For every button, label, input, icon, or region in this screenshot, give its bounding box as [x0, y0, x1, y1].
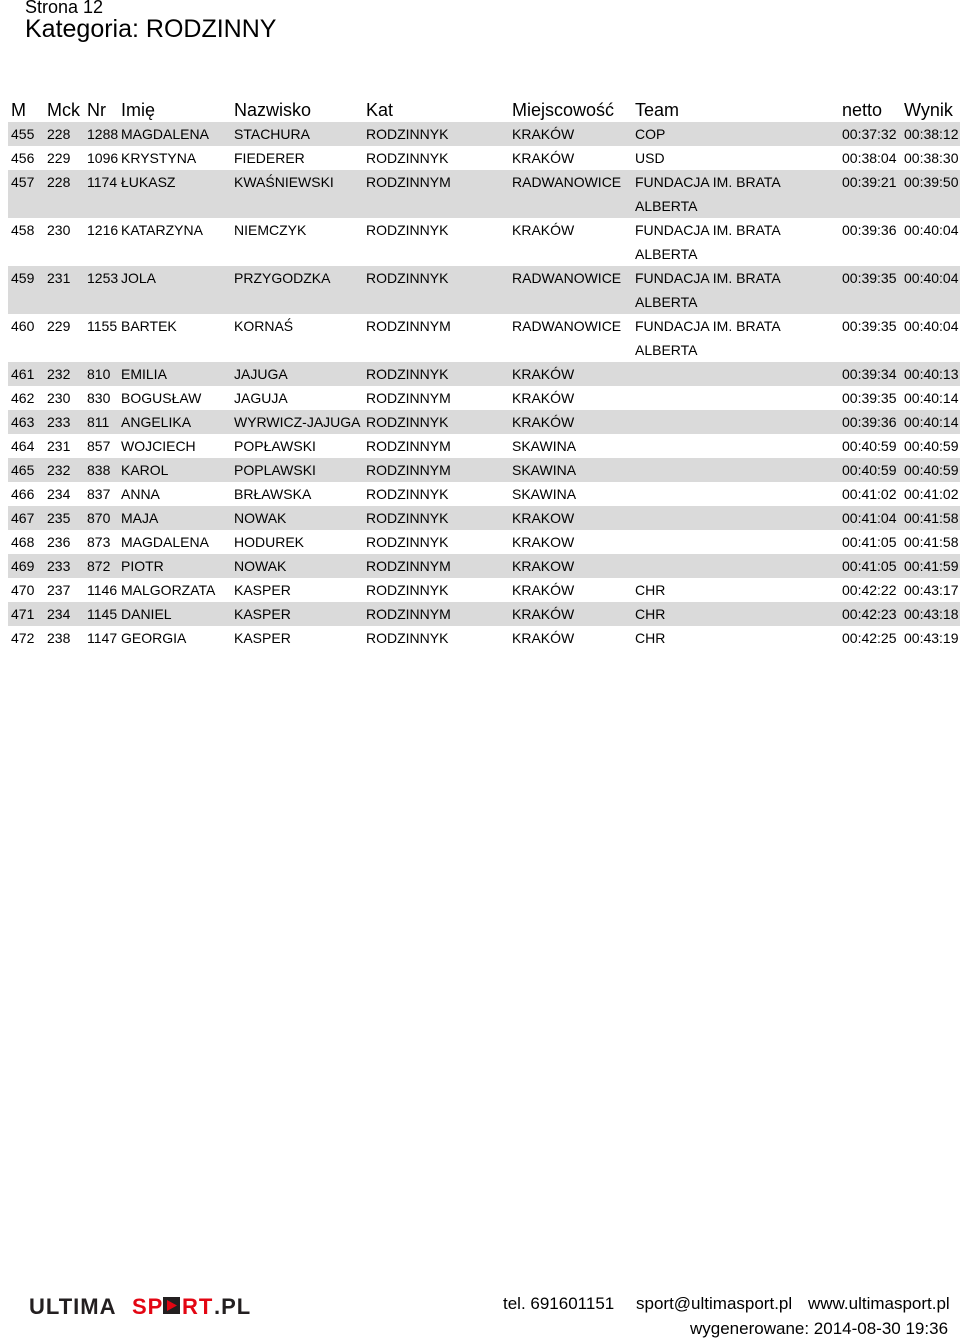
- cell-miejscowosc: KRAKOW: [509, 506, 632, 530]
- cell-netto: 00:41:02: [842, 486, 897, 502]
- cell-wynik: 00:38:30: [904, 150, 959, 166]
- cell-imie: MAGDALENA: [118, 122, 231, 146]
- cell-mck: 231: [44, 266, 84, 314]
- cell-imie: GEORGIA: [121, 630, 187, 646]
- col-header-kat: Kat: [366, 99, 394, 120]
- cell-netto: 00:41:04: [839, 506, 901, 530]
- cell-imie: MAGDALENA: [121, 534, 209, 550]
- cell-imie: KAROL: [118, 458, 231, 482]
- cell-nr: 872: [84, 554, 118, 578]
- cell-nr: 1147: [87, 630, 118, 646]
- cell-imie: MALGORZATA: [121, 582, 216, 598]
- cell-nazwisko: KORNAŚ: [234, 318, 294, 334]
- cell-wynik: 00:41:58: [901, 506, 960, 530]
- cell-kat: RODZINNYM: [363, 554, 509, 578]
- col-header-netto: netto: [842, 99, 883, 120]
- table-row: [8, 506, 960, 530]
- cell-kat: RODZINNYM: [363, 170, 509, 218]
- page-title: Kategoria: RODZINNY: [25, 15, 277, 43]
- cell-nr: 1216: [87, 222, 118, 238]
- cell-kat: RODZINNYM: [366, 318, 451, 334]
- cell-nazwisko: KASPER: [234, 630, 291, 646]
- cell-nazwisko: STACHURA: [231, 122, 363, 146]
- footer-website[interactable]: www.ultimasport.pl: [808, 1294, 950, 1313]
- cell-nr: 1155: [87, 318, 118, 334]
- cell-miejscowosc: KRAKÓW: [509, 410, 632, 434]
- cell-m: 468: [11, 534, 35, 550]
- cell-mck: 228: [44, 170, 84, 218]
- cell-nr: 1253: [84, 266, 118, 314]
- cell-nazwisko: PRZYGODZKA: [231, 266, 363, 314]
- cell-nr: 811: [84, 410, 118, 434]
- cell-wynik: 00:41:02: [904, 486, 959, 502]
- cell-netto: 00:38:04: [842, 150, 897, 166]
- results-table: [8, 98, 960, 650]
- cell-team: CHR: [635, 630, 666, 646]
- table-row: [8, 122, 960, 146]
- cell-wynik: 00:43:19: [904, 630, 959, 646]
- cell-netto: 00:42:23: [839, 602, 901, 626]
- cell-team: CHR: [635, 582, 666, 598]
- cell-nr: 1288: [84, 122, 118, 146]
- cell-kat: RODZINNYM: [363, 602, 509, 626]
- cell-m: 465: [8, 458, 44, 482]
- footer-email[interactable]: sport@ultimasport.pl: [636, 1294, 793, 1313]
- table-row: [8, 362, 960, 386]
- cell-nazwisko: KWAŚNIEWSKI: [231, 170, 363, 218]
- cell-netto: 00:42:25: [842, 630, 897, 646]
- svg-text:RT: RT: [182, 1294, 214, 1318]
- cell-nazwisko: NOWAK: [231, 554, 363, 578]
- cell-kat: RODZINNYK: [363, 362, 509, 386]
- footer-phone: tel. 691601151: [503, 1294, 615, 1313]
- cell-mck: 235: [44, 506, 84, 530]
- cell-wynik: 00:40:13: [901, 362, 960, 386]
- cell-imie: BARTEK: [121, 318, 177, 334]
- cell-m: 463: [8, 410, 44, 434]
- cell-mck: 234: [47, 486, 71, 502]
- cell-imie: MAJA: [118, 506, 231, 530]
- cell-netto: 00:39:35: [842, 390, 897, 406]
- cell-wynik: 00:39:50: [901, 170, 960, 218]
- cell-m: 469: [8, 554, 44, 578]
- table-row: [8, 458, 960, 482]
- cell-mck: 231: [47, 438, 71, 454]
- table-row: [8, 146, 960, 170]
- cell-team: [632, 362, 839, 386]
- cell-team: [632, 554, 839, 578]
- cell-nr: 810: [84, 362, 118, 386]
- cell-team: [632, 530, 839, 554]
- cell-mck: 228: [44, 122, 84, 146]
- cell-nr: 857: [87, 438, 111, 454]
- cell-kat: RODZINNYK: [363, 266, 509, 314]
- cell-miejscowosc: KRAKÓW: [509, 122, 632, 146]
- table-row: [8, 266, 960, 314]
- cell-netto: 00:39:34: [839, 362, 901, 386]
- cell-wynik: 00:40:04: [901, 266, 960, 314]
- cell-kat: RODZINNYK: [363, 122, 509, 146]
- cell-miejscowosc: KRAKÓW: [512, 630, 575, 646]
- cell-mck: 230: [47, 390, 71, 406]
- cell-mck: 229: [47, 150, 71, 166]
- cell-netto: 00:39:21: [839, 170, 901, 218]
- cell-wynik: 00:43:18: [901, 602, 960, 626]
- cell-netto: 00:39:36: [839, 410, 901, 434]
- cell-miejscowosc: RADWANOWICE: [509, 170, 632, 218]
- cell-netto: 00:39:35: [839, 266, 901, 314]
- col-header-mck: Mck: [47, 99, 80, 120]
- footer-generated-timestamp: wygenerowane: 2014-08-30 19:36: [690, 1319, 949, 1338]
- col-header-m: M: [11, 99, 26, 120]
- cell-m: 459: [8, 266, 44, 314]
- cell-wynik: 00:40:14: [904, 390, 959, 406]
- table-row: [8, 530, 960, 554]
- cell-wynik: 00:41:58: [904, 534, 959, 550]
- cell-netto: 00:37:32: [839, 122, 901, 146]
- cell-team: COP: [632, 122, 839, 146]
- cell-miejscowosc: RADWANOWICE: [509, 266, 632, 314]
- cell-wynik: 00:43:17: [904, 582, 959, 598]
- cell-nazwisko: KASPER: [231, 602, 363, 626]
- cell-kat: RODZINNYM: [366, 438, 451, 454]
- cell-nr: 838: [84, 458, 118, 482]
- table-row: [8, 218, 960, 266]
- ultimasport-logo: [29, 1294, 269, 1318]
- cell-netto: 00:42:22: [842, 582, 897, 598]
- table-row: [8, 410, 960, 434]
- cell-kat: RODZINNYM: [363, 458, 509, 482]
- cell-mck: 232: [44, 362, 84, 386]
- cell-mck: 233: [44, 410, 84, 434]
- cell-m: 471: [8, 602, 44, 626]
- cell-nr: 830: [87, 390, 111, 406]
- cell-nazwisko: JAGUJA: [234, 390, 288, 406]
- cell-wynik: 00:40:04: [904, 318, 959, 334]
- col-header-miejscowosc: Miejscowość: [512, 99, 615, 120]
- cell-m: 461: [8, 362, 44, 386]
- cell-wynik: 00:41:59: [901, 554, 960, 578]
- cell-nr: 837: [87, 486, 111, 502]
- col-header-wynik: Wynik: [904, 99, 953, 120]
- cell-kat: RODZINNYK: [366, 630, 449, 646]
- cell-m: 467: [8, 506, 44, 530]
- cell-nazwisko: BRŁAWSKA: [234, 486, 312, 502]
- cell-miejscowosc: SKAWINA: [512, 486, 577, 502]
- results-body: [8, 122, 960, 650]
- table-row: [8, 578, 960, 602]
- cell-miejscowosc: KRAKÓW: [509, 602, 632, 626]
- cell-mck: 238: [47, 630, 71, 646]
- cell-wynik: 00:40:59: [901, 458, 960, 482]
- cell-m: 456: [11, 150, 35, 166]
- cell-nazwisko: HODUREK: [234, 534, 305, 550]
- page-number: Strona 12: [25, 0, 104, 17]
- cell-wynik: 00:38:12: [901, 122, 960, 146]
- cell-team: [632, 410, 839, 434]
- svg-text:.PL: .PL: [214, 1294, 252, 1318]
- cell-m: 472: [11, 630, 35, 646]
- cell-nr: 1145: [84, 602, 118, 626]
- cell-team: FUNDACJA IM. BRATA ALBERTA: [635, 222, 780, 262]
- cell-m: 466: [11, 486, 35, 502]
- cell-team: [632, 482, 839, 506]
- col-header-nr: Nr: [87, 99, 106, 120]
- table-row: [8, 434, 960, 458]
- cell-team: [632, 506, 839, 530]
- cell-m: 455: [8, 122, 44, 146]
- cell-team: FUNDACJA IM. BRATA ALBERTA: [632, 266, 839, 314]
- cell-m: 462: [11, 390, 35, 406]
- cell-kat: RODZINNYK: [363, 506, 509, 530]
- cell-miejscowosc: SKAWINA: [509, 458, 632, 482]
- cell-kat: RODZINNYK: [366, 486, 449, 502]
- table-row: [8, 626, 960, 650]
- table-row: [8, 314, 960, 362]
- cell-mck: 236: [47, 534, 71, 550]
- cell-miejscowosc: KRAKÓW: [509, 362, 632, 386]
- cell-miejscowosc: KRAKÓW: [512, 222, 575, 238]
- cell-mck: 229: [47, 318, 71, 334]
- cell-netto: 00:39:36: [842, 222, 897, 238]
- cell-kat: RODZINNYK: [366, 150, 449, 166]
- cell-imie: ŁUKASZ: [118, 170, 231, 218]
- cell-imie: KRYSTYNA: [121, 150, 197, 166]
- col-header-nazwisko: Nazwisko: [234, 99, 312, 120]
- cell-imie: EMILIA: [118, 362, 231, 386]
- table-row: [8, 602, 960, 626]
- cell-kat: RODZINNYK: [366, 534, 449, 550]
- cell-nazwisko: FIEDERER: [234, 150, 305, 166]
- svg-text:SP: SP: [132, 1294, 164, 1318]
- col-header-imie: Imię: [121, 99, 156, 120]
- cell-nazwisko: KASPER: [234, 582, 291, 598]
- cell-miejscowosc: KRAKÓW: [512, 390, 575, 406]
- cell-nazwisko: NOWAK: [231, 506, 363, 530]
- cell-nr: 870: [84, 506, 118, 530]
- cell-mck: 237: [47, 582, 71, 598]
- cell-nazwisko: NIEMCZYK: [234, 222, 307, 238]
- cell-netto: 00:39:35: [842, 318, 897, 334]
- cell-nazwisko: POPLAWSKI: [231, 458, 363, 482]
- cell-m: 458: [11, 222, 35, 238]
- cell-imie: PIOTR: [118, 554, 231, 578]
- cell-mck: 233: [44, 554, 84, 578]
- cell-miejscowosc: SKAWINA: [512, 438, 577, 454]
- cell-wynik: 00:40:04: [904, 222, 959, 238]
- cell-nr: 1096: [87, 150, 118, 166]
- cell-netto: 00:41:05: [842, 534, 897, 550]
- table-row: [8, 554, 960, 578]
- cell-miejscowosc: KRAKOW: [512, 534, 575, 550]
- table-header-row: [8, 98, 960, 122]
- cell-m: 457: [8, 170, 44, 218]
- table-row: [8, 386, 960, 410]
- cell-kat: RODZINNYK: [366, 222, 449, 238]
- cell-team: [632, 386, 839, 410]
- cell-nazwisko: WYRWICZ-JAJUGA: [231, 410, 363, 434]
- cell-miejscowosc: KRAKOW: [509, 554, 632, 578]
- cell-mck: 234: [44, 602, 84, 626]
- cell-miejscowosc: KRAKÓW: [512, 582, 575, 598]
- cell-imie: JOLA: [118, 266, 231, 314]
- cell-wynik: 00:40:59: [904, 438, 959, 454]
- cell-team: FUNDACJA IM. BRATA ALBERTA: [635, 318, 780, 358]
- cell-team: [632, 434, 839, 458]
- cell-kat: RODZINNYK: [366, 582, 449, 598]
- cell-imie: WOJCIECH: [121, 438, 196, 454]
- cell-imie: BOGUSŁAW: [121, 390, 202, 406]
- cell-team: FUNDACJA IM. BRATA ALBERTA: [632, 170, 839, 218]
- cell-m: 460: [11, 318, 35, 334]
- cell-imie: KATARZYNA: [121, 222, 203, 238]
- cell-netto: 00:40:59: [839, 458, 901, 482]
- cell-miejscowosc: RADWANOWICE: [512, 318, 622, 334]
- cell-nr: 1174: [84, 170, 118, 218]
- cell-imie: ANGELIKA: [118, 410, 231, 434]
- cell-team: USD: [635, 150, 665, 166]
- cell-wynik: 00:40:14: [901, 410, 960, 434]
- cell-mck: 230: [47, 222, 71, 238]
- cell-kat: RODZINNYM: [366, 390, 451, 406]
- cell-team: [632, 458, 839, 482]
- cell-kat: RODZINNYK: [363, 410, 509, 434]
- cell-m: 464: [11, 438, 35, 454]
- cell-m: 470: [11, 582, 35, 598]
- cell-nazwisko: POPŁAWSKI: [234, 438, 316, 454]
- cell-nazwisko: JAJUGA: [231, 362, 363, 386]
- cell-imie: DANIEL: [118, 602, 231, 626]
- cell-nr: 873: [87, 534, 111, 550]
- cell-miejscowosc: KRAKÓW: [512, 150, 575, 166]
- cell-imie: ANNA: [121, 486, 160, 502]
- cell-team: CHR: [632, 602, 839, 626]
- cell-netto: 00:40:59: [842, 438, 897, 454]
- svg-text:ULTIMA: ULTIMA: [29, 1294, 117, 1318]
- cell-netto: 00:41:05: [839, 554, 901, 578]
- cell-mck: 232: [44, 458, 84, 482]
- cell-nr: 1146: [87, 582, 118, 598]
- table-row: [8, 170, 960, 218]
- col-header-team: Team: [635, 99, 680, 120]
- table-row: [8, 482, 960, 506]
